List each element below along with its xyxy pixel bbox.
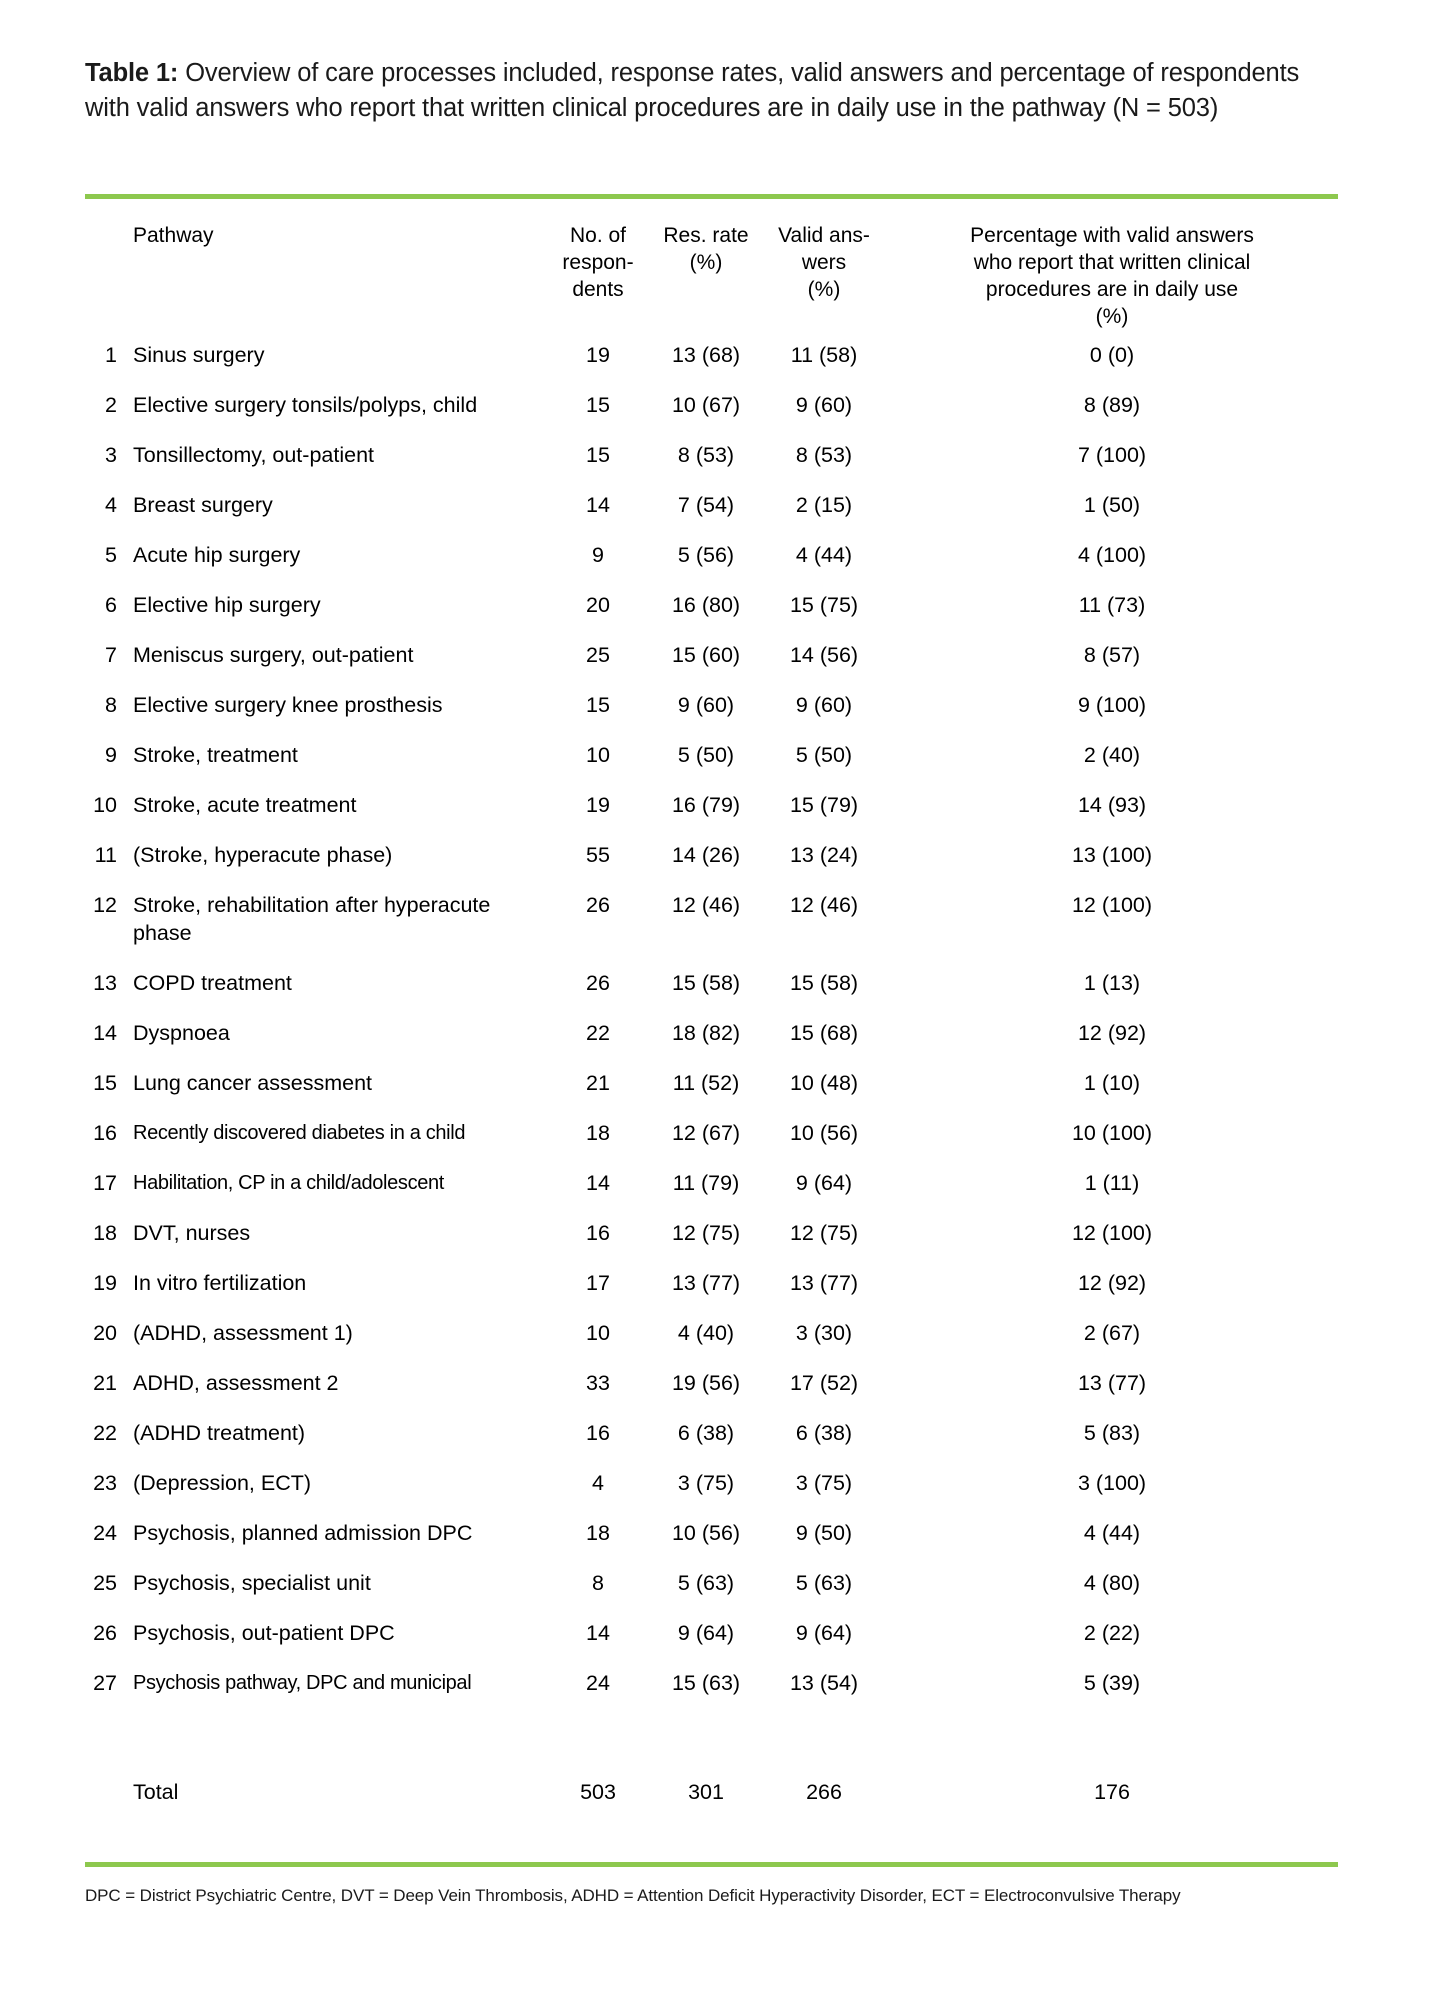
header-percentage-line1: Percentage with valid answers <box>970 224 1254 247</box>
row-pathway: Stroke, rehabilitation after hyperacute phase <box>133 893 491 945</box>
row-percentage: 8 (57) <box>1083 643 1141 667</box>
table-row <box>85 380 1340 430</box>
table-header-row <box>85 222 1340 330</box>
row-respondents: 33 <box>586 1371 610 1395</box>
row-pathway: Stroke, treatment <box>133 743 298 767</box>
row-percentage: 0 (0) <box>1089 343 1135 367</box>
header-respondents-line3: dents <box>572 278 624 301</box>
row-number: 11 <box>94 843 117 867</box>
row-number: 24 <box>93 1521 117 1545</box>
row-respondents: 21 <box>586 1071 610 1095</box>
row-pathway: Elective hip surgery <box>133 593 321 617</box>
row-number: 13 <box>93 971 117 995</box>
table-row <box>85 1508 1340 1558</box>
header-valid-answers-line1: Valid ans- <box>778 224 870 247</box>
row-number: 22 <box>93 1421 117 1445</box>
row-pathway: (ADHD, assessment 1) <box>133 1321 353 1345</box>
row-pathway: ADHD, assessment 2 <box>133 1371 339 1395</box>
row-pathway: Psychosis, planned admission DPC <box>133 1521 473 1545</box>
row-percentage: 4 (100) <box>1077 543 1147 567</box>
row-respondents: 24 <box>586 1671 610 1695</box>
row-response-rate: 7 (54) <box>677 493 735 517</box>
row-valid-answers: 13 (77) <box>789 1271 859 1295</box>
header-response-rate-line2: (%) <box>689 251 723 274</box>
row-pathway: In vitro fertilization <box>133 1271 307 1295</box>
row-response-rate: 13 (77) <box>671 1271 741 1295</box>
table-row <box>85 1458 1340 1508</box>
row-number: 25 <box>93 1571 117 1595</box>
row-number: 2 <box>105 393 117 417</box>
table-row <box>85 330 1340 380</box>
header-percentage-line2: who report that written clinical <box>973 251 1251 274</box>
total-number-blank <box>85 1774 133 1806</box>
row-response-rate: 3 (75) <box>677 1471 735 1495</box>
row-response-rate: 9 (60) <box>677 693 735 717</box>
row-number: 15 <box>93 1071 117 1095</box>
row-respondents: 18 <box>586 1521 610 1545</box>
row-pathway: Breast surgery <box>133 493 273 517</box>
row-respondents: 15 <box>586 393 610 417</box>
table-row <box>85 530 1340 580</box>
table-row <box>85 1408 1340 1458</box>
row-percentage: 5 (39) <box>1083 1671 1141 1695</box>
row-percentage: 2 (22) <box>1083 1621 1141 1645</box>
row-valid-answers: 11 (58) <box>790 343 858 367</box>
row-valid-answers: 12 (46) <box>789 893 859 917</box>
row-respondents: 9 <box>592 543 604 567</box>
row-response-rate: 15 (58) <box>671 971 741 995</box>
row-number: 17 <box>93 1171 117 1195</box>
row-number: 19 <box>93 1271 117 1295</box>
table-spacer <box>85 1708 1340 1774</box>
row-number: 7 <box>105 643 117 667</box>
row-response-rate: 5 (63) <box>677 1571 735 1595</box>
row-valid-answers: 9 (60) <box>795 393 853 417</box>
row-respondents: 16 <box>586 1421 610 1445</box>
row-percentage: 8 (89) <box>1083 393 1141 417</box>
row-valid-answers: 3 (30) <box>795 1321 853 1345</box>
row-valid-answers: 13 (24) <box>789 843 859 867</box>
row-response-rate: 6 (38) <box>677 1421 735 1445</box>
table-row <box>85 1058 1340 1108</box>
row-percentage: 1 (50) <box>1083 493 1141 517</box>
row-valid-answers: 6 (38) <box>795 1421 853 1445</box>
row-pathway: (Depression, ECT) <box>133 1471 312 1495</box>
header-cell-pathway: Pathway <box>133 224 214 247</box>
row-valid-answers: 15 (68) <box>789 1021 859 1045</box>
row-pathway: (ADHD treatment) <box>133 1421 306 1445</box>
table-row <box>85 1108 1340 1158</box>
row-pathway: Psychosis, out-patient DPC <box>133 1621 395 1645</box>
table-row <box>85 1308 1340 1358</box>
row-percentage: 12 (100) <box>1071 1221 1153 1245</box>
row-response-rate: 5 (56) <box>677 543 735 567</box>
table-top-rule <box>85 194 1338 199</box>
row-response-rate: 15 (63) <box>671 1671 741 1695</box>
row-valid-answers: 5 (50) <box>795 743 853 767</box>
total-respondents: 503 <box>580 1780 616 1804</box>
table-row <box>85 1158 1340 1208</box>
header-cell-respondents <box>548 222 648 330</box>
header-valid-answers-line3: (%) <box>807 278 841 301</box>
row-respondents: 26 <box>586 893 610 917</box>
row-valid-answers: 9 (64) <box>795 1621 853 1645</box>
row-pathway: Elective surgery tonsils/polyps, child <box>133 393 478 417</box>
row-number: 18 <box>93 1221 117 1245</box>
header-percentage-line4: (%) <box>1095 305 1129 328</box>
row-percentage: 14 (93) <box>1077 793 1147 817</box>
row-percentage: 5 (83) <box>1083 1421 1141 1445</box>
row-pathway: Tonsillectomy, out-patient <box>133 443 374 467</box>
row-valid-answers: 13 (54) <box>789 1671 859 1695</box>
row-number: 10 <box>93 793 117 817</box>
table-total-row <box>85 1774 1340 1806</box>
table-row <box>85 830 1340 880</box>
row-respondents: 18 <box>586 1121 610 1145</box>
row-response-rate: 5 (50) <box>677 743 735 767</box>
table-caption <box>85 56 1340 126</box>
row-pathway: Psychosis pathway, DPC and municipal <box>133 1672 472 1694</box>
row-percentage: 1 (11) <box>1084 1171 1140 1195</box>
row-response-rate: 15 (60) <box>671 643 741 667</box>
table-row <box>85 430 1340 480</box>
row-percentage: 3 (100) <box>1077 1471 1147 1495</box>
row-percentage: 4 (80) <box>1083 1571 1141 1595</box>
table-row <box>85 630 1340 680</box>
row-valid-answers: 9 (64) <box>795 1171 853 1195</box>
total-label: Total <box>133 1780 179 1804</box>
row-valid-answers: 3 (75) <box>795 1471 853 1495</box>
table-footnote: DPC = District Psychiatric Centre, DVT = Deep Vein Thrombosis, ADHD = Attention Deficit Hyperactivity Disorder, ECT = Electroconvulsive Therapy <box>85 1886 1181 1905</box>
row-pathway: Acute hip surgery <box>133 543 301 567</box>
row-pathway: DVT, nurses <box>133 1221 251 1245</box>
table-row <box>85 1658 1340 1708</box>
row-respondents: 10 <box>586 743 610 767</box>
row-valid-answers: 10 (56) <box>789 1121 859 1145</box>
row-number: 8 <box>105 693 117 717</box>
row-response-rate: 12 (67) <box>671 1121 741 1145</box>
table-row <box>85 1008 1340 1058</box>
row-respondents: 16 <box>586 1221 610 1245</box>
table-row <box>85 1208 1340 1258</box>
table-row <box>85 1558 1340 1608</box>
row-respondents: 8 <box>592 1571 604 1595</box>
row-response-rate: 9 (64) <box>677 1621 735 1645</box>
table-body <box>85 330 1340 1806</box>
row-respondents: 15 <box>586 693 610 717</box>
row-respondents: 17 <box>586 1271 610 1295</box>
header-valid-answers-line2: wers <box>801 251 847 274</box>
row-valid-answers: 5 (63) <box>795 1571 853 1595</box>
row-respondents: 19 <box>586 793 610 817</box>
row-pathway: Recently discovered diabetes in a child <box>133 1122 466 1144</box>
row-respondents: 14 <box>586 1621 610 1645</box>
row-valid-answers: 17 (52) <box>789 1371 859 1395</box>
row-percentage: 13 (100) <box>1071 843 1153 867</box>
row-percentage: 2 (67) <box>1083 1321 1141 1345</box>
row-respondents: 25 <box>586 643 610 667</box>
row-respondents: 15 <box>586 443 610 467</box>
header-cell-valid-answers <box>764 222 884 330</box>
header-cell-response-rate <box>648 222 764 330</box>
table-row <box>85 880 1340 958</box>
row-percentage: 10 (100) <box>1071 1121 1153 1145</box>
table-row <box>85 1258 1340 1308</box>
row-response-rate: 10 (67) <box>671 393 741 417</box>
row-response-rate: 13 (68) <box>671 343 741 367</box>
row-response-rate: 11 (79) <box>672 1171 740 1195</box>
table-row <box>85 730 1340 780</box>
row-percentage: 4 (44) <box>1083 1521 1141 1545</box>
row-valid-answers: 14 (56) <box>789 643 859 667</box>
table-row <box>85 780 1340 830</box>
header-percentage-line3: procedures are in daily use <box>985 278 1239 301</box>
row-percentage: 11 (73) <box>1078 593 1146 617</box>
row-percentage: 1 (10) <box>1083 1071 1141 1095</box>
row-number: 27 <box>93 1671 117 1695</box>
row-valid-answers: 8 (53) <box>795 443 853 467</box>
row-pathway: Elective surgery knee prosthesis <box>133 693 443 717</box>
row-percentage: 13 (77) <box>1077 1371 1147 1395</box>
header-respondents-line2: respon- <box>562 251 634 274</box>
row-percentage: 12 (92) <box>1077 1021 1147 1045</box>
row-pathway: (Stroke, hyperacute phase) <box>133 843 393 867</box>
row-response-rate: 11 (52) <box>672 1071 740 1095</box>
table-header <box>85 222 1340 330</box>
row-number: 5 <box>105 543 117 567</box>
row-percentage: 7 (100) <box>1077 443 1147 467</box>
row-number: 16 <box>93 1121 117 1145</box>
row-pathway: Sinus surgery <box>133 343 265 367</box>
row-respondents: 14 <box>586 493 610 517</box>
total-percentage: 176 <box>1094 1780 1130 1804</box>
row-valid-answers: 2 (15) <box>795 493 853 517</box>
header-respondents-line1: No. of <box>569 224 627 247</box>
row-respondents: 20 <box>586 593 610 617</box>
row-number: 6 <box>105 593 117 617</box>
row-response-rate: 10 (56) <box>671 1521 741 1545</box>
row-response-rate: 19 (56) <box>671 1371 741 1395</box>
row-valid-answers: 15 (75) <box>789 593 859 617</box>
table-row <box>85 480 1340 530</box>
row-number: 21 <box>93 1371 117 1395</box>
care-processes-table <box>85 222 1340 1806</box>
row-number: 23 <box>93 1471 117 1495</box>
row-response-rate: 18 (82) <box>671 1021 741 1045</box>
row-percentage: 12 (92) <box>1077 1271 1147 1295</box>
row-number: 14 <box>93 1021 117 1045</box>
row-percentage: 9 (100) <box>1077 693 1147 717</box>
table-bottom-rule <box>85 1862 1338 1867</box>
table-row <box>85 1608 1340 1658</box>
row-respondents: 19 <box>586 343 610 367</box>
row-pathway: Habilitation, CP in a child/adolescent <box>133 1172 444 1194</box>
table-caption-label: Table 1: <box>85 59 179 87</box>
table-row <box>85 1358 1340 1408</box>
row-number: 26 <box>93 1621 117 1645</box>
row-valid-answers: 12 (75) <box>789 1221 859 1245</box>
row-percentage: 1 (13) <box>1083 971 1141 995</box>
row-pathway: Psychosis, specialist unit <box>133 1571 371 1595</box>
row-response-rate: 14 (26) <box>671 843 741 867</box>
total-valid-answers: 266 <box>806 1780 842 1804</box>
row-number: 12 <box>93 893 117 917</box>
row-pathway: Meniscus surgery, out-patient <box>133 643 414 667</box>
row-pathway: Dyspnoea <box>133 1021 230 1045</box>
row-valid-answers: 10 (48) <box>789 1071 859 1095</box>
row-valid-answers: 9 (50) <box>795 1521 853 1545</box>
row-valid-answers: 4 (44) <box>795 543 853 567</box>
row-number: 3 <box>105 443 117 467</box>
row-respondents: 10 <box>586 1321 610 1345</box>
table-caption-text: Overview of care processes included, response rates, valid answers and percentage of respondents with valid answers who report that written clinical procedures are in daily use in the pathway (N = 503) <box>85 59 1300 122</box>
row-pathway: COPD treatment <box>133 971 292 995</box>
row-response-rate: 12 (75) <box>671 1221 741 1245</box>
row-respondents: 55 <box>586 843 610 867</box>
row-response-rate: 16 (80) <box>671 593 741 617</box>
table-row <box>85 680 1340 730</box>
header-response-rate-line1: Res. rate <box>663 224 749 247</box>
row-response-rate: 12 (46) <box>671 893 741 917</box>
row-valid-answers: 15 (58) <box>789 971 859 995</box>
row-pathway: Lung cancer assessment <box>133 1071 373 1095</box>
row-percentage: 2 (40) <box>1083 743 1141 767</box>
row-respondents: 22 <box>586 1021 610 1045</box>
row-number: 20 <box>93 1321 117 1345</box>
row-respondents: 4 <box>592 1471 604 1495</box>
row-pathway: Stroke, acute treatment <box>133 793 357 817</box>
total-response-rate: 301 <box>688 1780 724 1804</box>
row-percentage: 12 (100) <box>1071 893 1153 917</box>
header-cell-number <box>85 222 133 330</box>
table-row <box>85 958 1340 1008</box>
row-valid-answers: 9 (60) <box>795 693 853 717</box>
row-response-rate: 8 (53) <box>677 443 735 467</box>
header-cell-percentage <box>884 222 1340 330</box>
row-number: 1 <box>105 343 117 367</box>
row-number: 4 <box>105 493 117 517</box>
row-respondents: 26 <box>586 971 610 995</box>
row-response-rate: 4 (40) <box>677 1321 735 1345</box>
row-valid-answers: 15 (79) <box>789 793 859 817</box>
row-respondents: 14 <box>586 1171 610 1195</box>
row-response-rate: 16 (79) <box>671 793 741 817</box>
row-number: 9 <box>105 743 117 767</box>
table-row <box>85 580 1340 630</box>
